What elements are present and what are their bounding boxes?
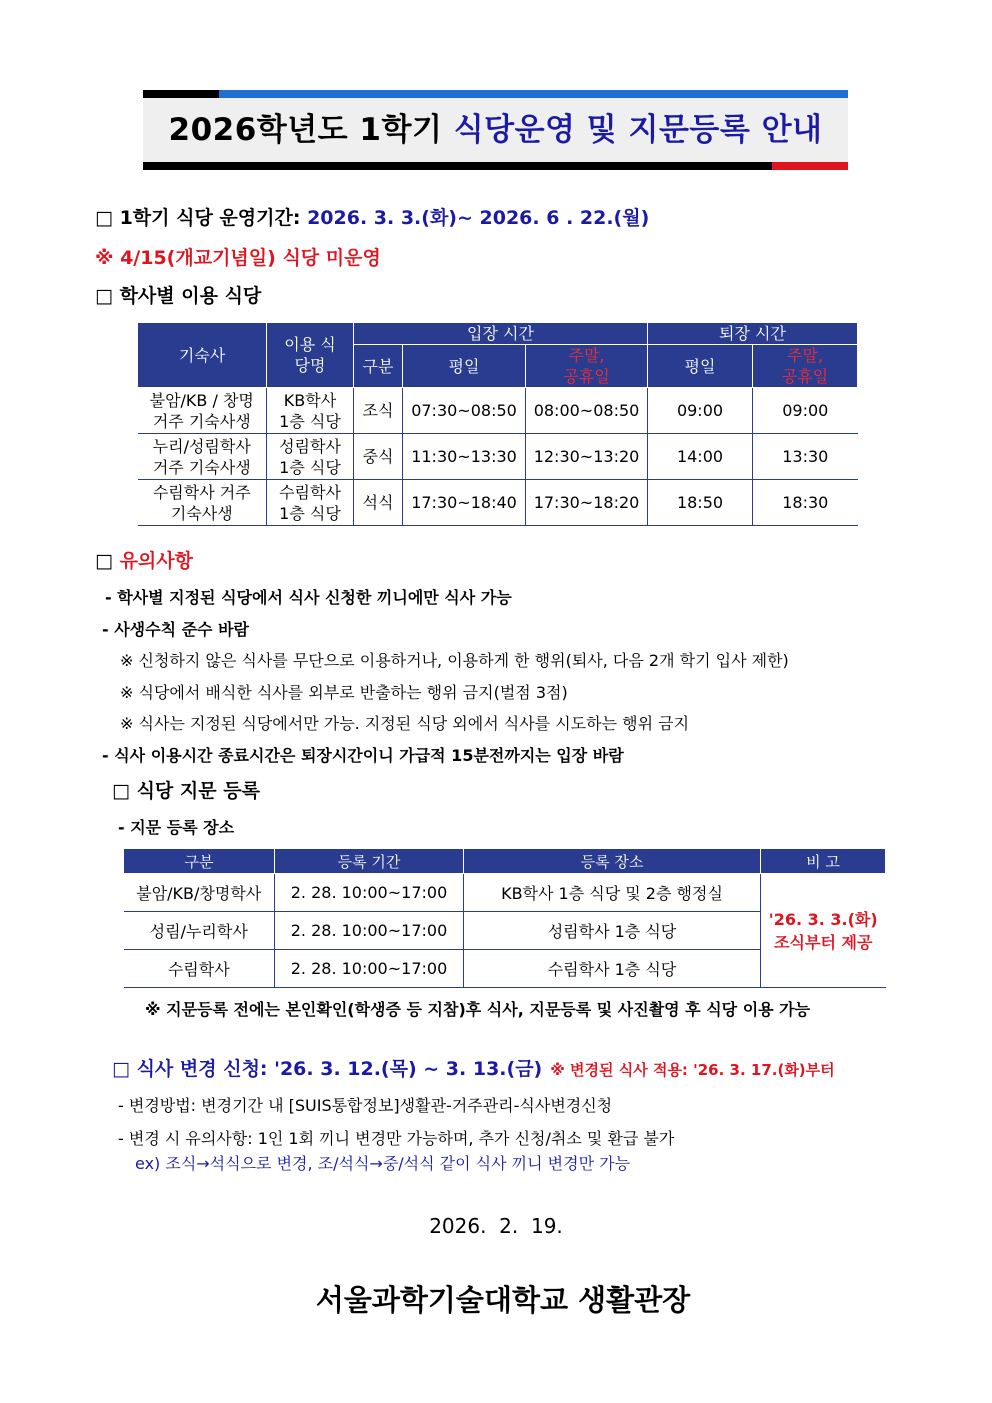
header-exit-weekend: 주말, 공휴일 — [753, 345, 858, 388]
cell-exit-weekday: 09:00 — [648, 388, 753, 434]
section-dorm-cafeteria: □ 학사별 이용 식당 — [95, 285, 262, 307]
header-cafeteria: 이용 식당명 — [267, 323, 354, 388]
cell-meal: 조식 — [354, 388, 403, 434]
change-caution: - 변경 시 유의사항: 1인 1회 끼니 변경만 가능하며, 추가 신청/취소 및 환급 불가 — [118, 1129, 675, 1148]
note-line1: '26. 3. 3.(화) — [768, 909, 878, 929]
section-fingerprint: □ 식당 지문 등록 — [112, 780, 260, 802]
table-row — [138, 480, 858, 526]
cell-meal: 석식 — [354, 480, 403, 526]
header-entry-weekend: 주말, 공휴일 — [526, 345, 648, 388]
cell-meal: 중식 — [354, 434, 403, 480]
signature: 서울과학기술대학교 생활관장 — [315, 1283, 691, 1317]
header-meal-type: 구분 — [354, 345, 403, 388]
cell-period: 2. 28. 10:00~17:00 — [275, 912, 464, 950]
cell-dorm: 불암/KB / 창명 거주 기숙사생 — [138, 388, 267, 434]
cafeteria-schedule-table — [137, 322, 858, 526]
closed-notice: ※ 4/15(개교기념일) 식당 미운영 — [95, 247, 381, 269]
cell-place: KB학사 1층 식당 및 2층 행정실 — [464, 874, 761, 912]
cell-exit-weekend: 09:00 — [753, 388, 858, 434]
cell-place: 성림학사 1층 식당 — [464, 912, 761, 950]
title-part2: 식당운영 및 지문등록 안내 — [453, 112, 823, 148]
change-example: ex) 조식→석식으로 변경, 조/석식→중/석식 같이 식사 끼니 변경만 가능 — [135, 1154, 631, 1173]
page-title — [143, 98, 848, 162]
caution-item: ※ 신청하지 않은 식사를 무단으로 이용하거나, 이용하게 한 행위(퇴사, 다음 2개 학기 입사 제한) — [120, 651, 789, 670]
cell-group: 수림학사 — [124, 950, 275, 988]
cell-group: 성림/누리학사 — [124, 912, 275, 950]
cautions-box: □ — [95, 550, 120, 572]
header-entry-weekday: 평일 — [403, 345, 526, 388]
cell-entry-weekend: 08:00~08:50 — [526, 388, 648, 434]
cautions-heading: 유의사항 — [119, 550, 193, 572]
fingerprint-location-label: - 지문 등록 장소 — [118, 818, 235, 837]
caution-item: - 학사별 지정된 식당에서 식사 신청한 끼니에만 식사 가능 — [105, 588, 512, 607]
cell-entry-weekend: 12:30~13:20 — [526, 434, 648, 480]
header-period: 등록 기간 — [275, 849, 464, 874]
section-cautions — [95, 546, 193, 573]
cell-cafeteria: KB학사 1층 식당 — [267, 388, 354, 434]
cell-period: 2. 28. 10:00~17:00 — [275, 950, 464, 988]
cell-place: 수림학사 1층 식당 — [464, 950, 761, 988]
cell-entry-weekday: 11:30~13:30 — [403, 434, 526, 480]
header-exit-weekday: 평일 — [648, 345, 753, 388]
caution-item: - 사생수칙 준수 바람 — [102, 620, 249, 639]
title-banner — [143, 90, 848, 170]
cell-exit-weekday: 18:50 — [648, 480, 753, 526]
header-group: 구분 — [124, 849, 275, 874]
cell-exit-weekend: 18:30 — [753, 480, 858, 526]
cell-exit-weekend: 13:30 — [753, 434, 858, 480]
fingerprint-table — [123, 848, 886, 988]
cell-group: 불암/KB/창명학사 — [124, 874, 275, 912]
header-dorm: 기숙사 — [138, 323, 267, 388]
cell-note — [761, 874, 886, 988]
cell-cafeteria: 수림학사 1층 식당 — [267, 480, 354, 526]
caution-item: ※ 식사는 지정된 식당에서만 가능. 지정된 식당 외에서 식사를 시도하는 행위 금지 — [120, 714, 690, 733]
cell-entry-weekday: 17:30~18:40 — [403, 480, 526, 526]
section-meal-change — [112, 1054, 835, 1081]
cell-exit-weekday: 14:00 — [648, 434, 753, 480]
cell-dorm: 누리/성림학사 거주 기숙사생 — [138, 434, 267, 480]
fingerprint-footnote: ※ 지문등록 전에는 본인확인(학생증 등 지참)후 식사, 지문등록 및 사진촬영 후 식당 이용 가능 — [145, 1000, 811, 1019]
caution-item: - 식사 이용시간 종료시간은 퇴장시간이니 가급적 15분전까지는 입장 바람 — [102, 746, 624, 765]
operation-period — [95, 203, 649, 230]
period-label: □ 1학기 식당 운영기간: — [95, 207, 308, 229]
table-row — [124, 874, 886, 912]
table-row — [138, 388, 858, 434]
change-method: - 변경방법: 변경기간 내 [SUIS통합정보]생활관-거주관리-식사변경신청 — [118, 1096, 613, 1115]
header-place: 등록 장소 — [464, 849, 761, 874]
banner-top-bar — [143, 90, 848, 98]
title-part1: 2026학년도 1학기 — [168, 112, 454, 148]
change-heading: □ 식사 변경 신청: '26. 3. 12.(목) ~ 3. 13.(금) — [112, 1058, 543, 1080]
banner-bottom-bar — [143, 162, 848, 170]
period-value: 2026. 3. 3.(화)~ 2026. 6 . 22.(월) — [307, 207, 650, 229]
cell-entry-weekday: 07:30~08:50 — [403, 388, 526, 434]
cell-period: 2. 28. 10:00~17:00 — [275, 874, 464, 912]
cell-cafeteria: 성림학사 1층 식당 — [267, 434, 354, 480]
cell-dorm: 수림학사 거주 기숙사생 — [138, 480, 267, 526]
header-exit-time: 퇴장 시간 — [648, 323, 858, 345]
change-heading-note: ※ 변경된 식사 적용: '26. 3. 17.(화)부터 — [550, 1061, 835, 1079]
cell-entry-weekend: 17:30~18:20 — [526, 480, 648, 526]
note-line2: 조식부터 제공 — [774, 932, 873, 952]
header-entry-time: 입장 시간 — [354, 323, 648, 345]
table-row — [138, 434, 858, 480]
header-note: 비 고 — [761, 849, 886, 874]
caution-item: ※ 식당에서 배식한 식사를 외부로 반출하는 행위 금지(벌점 3점) — [120, 683, 568, 702]
document-date: 2026. 2. 19. — [429, 1214, 563, 1238]
